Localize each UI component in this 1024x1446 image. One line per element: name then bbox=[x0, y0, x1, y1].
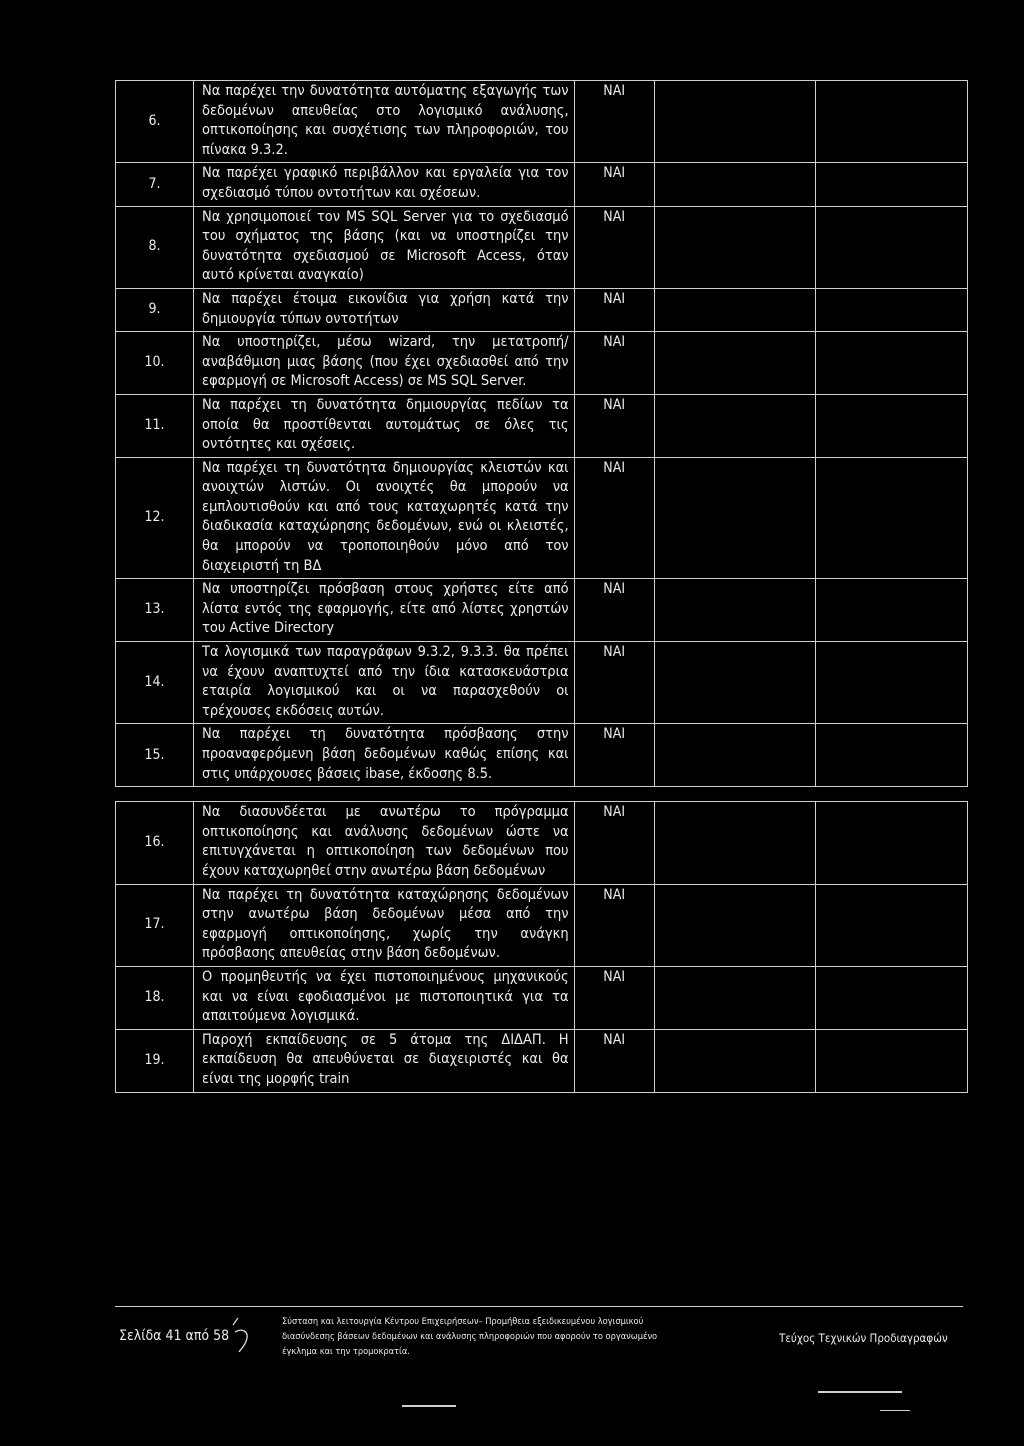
requirement-number: 12. bbox=[116, 457, 194, 579]
notes-cell bbox=[816, 802, 968, 884]
decorative-dash bbox=[818, 1391, 902, 1393]
footer-divider bbox=[115, 1306, 963, 1307]
project-description-line: διασύνδεσης βάσεων δεδομένων και ανάλυσης πληροφοριών που αφορούν το οργανωμένο bbox=[282, 1331, 658, 1342]
requirement-text: Να υποστηρίζει, μέσω wizard, την μετατροπή/αναβάθμιση μιας βάσης (που έχει σχεδιασθεί από την εφαρμογή σε Microsoft Access) σε MS SQL Server. bbox=[194, 332, 575, 395]
compliance-answer: ΝΑΙ bbox=[574, 802, 654, 884]
reference-cell bbox=[654, 1029, 815, 1092]
requirement-text: Να παρέχει την δυνατότητα αυτόματης εξαγωγής των δεδομένων απευθείας στο λογισμικό ανάλυσης, οπτικοποίησης και συσχέτισης των πληροφοριών, του πίνακα 9.3.2. bbox=[194, 81, 575, 163]
requirement-text: Να παρέχει τη δυνατότητα καταχώρησης δεδομένων στην ανωτέρω βάση δεδομένων μέσα από την εφαρμογή οπτικοποίησης, χωρίς την ανάγκη πρόσβασης απευθείας στην βάση δεδομένων. bbox=[194, 884, 575, 966]
compliance-answer: ΝΑΙ bbox=[574, 457, 654, 579]
requirement-row bbox=[116, 332, 968, 395]
notes-cell bbox=[816, 579, 968, 642]
reference-cell bbox=[654, 206, 815, 288]
reference-cell bbox=[654, 642, 815, 724]
requirement-text: Να παρέχει τη δυνατότητα δημιουργίας πεδίων τα οποία θα προστίθενται αυτομάτως σε όλες τις οντότητες και σχέσεις. bbox=[194, 394, 575, 457]
page-number: Σελίδα 41 από 58 bbox=[119, 1328, 230, 1344]
requirement-number: 14. bbox=[116, 642, 194, 724]
requirement-number: 13. bbox=[116, 579, 194, 642]
reference-cell bbox=[654, 332, 815, 395]
requirement-row bbox=[116, 457, 968, 579]
reference-cell bbox=[654, 966, 815, 1029]
reference-cell bbox=[654, 884, 815, 966]
gap-cell bbox=[816, 787, 968, 802]
compliance-answer: ΝΑΙ bbox=[574, 81, 654, 163]
reference-cell bbox=[654, 579, 815, 642]
notes-cell bbox=[816, 394, 968, 457]
requirement-text: Ο προμηθευτής να έχει πιστοποιημένους μηχανικούς και να είναι εφοδιασμένοι με πιστοποιητικά για τα απαιτούμενα λογισμικά. bbox=[194, 966, 575, 1029]
table-gap-row bbox=[116, 787, 968, 802]
compliance-answer: ΝΑΙ bbox=[574, 206, 654, 288]
notes-cell bbox=[816, 966, 968, 1029]
compliance-answer: ΝΑΙ bbox=[574, 724, 654, 787]
decorative-dash bbox=[402, 1405, 456, 1407]
requirement-number: 16. bbox=[116, 802, 194, 884]
notes-cell bbox=[816, 81, 968, 163]
notes-cell bbox=[816, 642, 968, 724]
gap-cell bbox=[654, 787, 815, 802]
compliance-answer: ΝΑΙ bbox=[574, 966, 654, 1029]
requirement-number: 7. bbox=[116, 163, 194, 206]
requirement-number: 10. bbox=[116, 332, 194, 395]
reference-cell bbox=[654, 724, 815, 787]
requirement-row bbox=[116, 81, 968, 163]
reference-cell bbox=[654, 81, 815, 163]
requirement-row bbox=[116, 724, 968, 787]
decorative-dash bbox=[880, 1410, 910, 1411]
notes-cell bbox=[816, 884, 968, 966]
requirement-text: Τα λογισμικά των παραγράφων 9.3.2, 9.3.3. θα πρέπει να έχουν αναπτυχτεί από την ίδια κατασκευάστρια εταιρία λογισμικού και οι να παρασχεθούν οι τρέχουσες εκδόσεις αυτών. bbox=[194, 642, 575, 724]
requirement-number: 6. bbox=[116, 81, 194, 163]
requirements-table-body bbox=[116, 81, 968, 1093]
requirement-number: 8. bbox=[116, 206, 194, 288]
requirement-row bbox=[116, 163, 968, 206]
notes-cell bbox=[816, 457, 968, 579]
requirement-number: 15. bbox=[116, 724, 194, 787]
requirement-number: 17. bbox=[116, 884, 194, 966]
gap-cell bbox=[574, 787, 654, 802]
requirement-number: 11. bbox=[116, 394, 194, 457]
compliance-answer: ΝΑΙ bbox=[574, 163, 654, 206]
notes-cell bbox=[816, 163, 968, 206]
compliance-answer: ΝΑΙ bbox=[574, 884, 654, 966]
requirement-text: Να διασυνδέεται με ανωτέρω το πρόγραμμα οπτικοποίησης και ανάλυσης δεδομένων ώστε να επιτυγχάνεται η οπτικοποίηση των δεδομένων που έχουν καταχωρηθεί στην ανωτέρω βάση δεδομένων bbox=[194, 802, 575, 884]
project-description bbox=[282, 1314, 772, 1359]
requirement-row bbox=[116, 642, 968, 724]
handwritten-page-mark-icon bbox=[228, 1316, 254, 1352]
notes-cell bbox=[816, 724, 968, 787]
reference-cell bbox=[654, 802, 815, 884]
project-description-line: Σύσταση και λειτουργία Κέντρου Επιχειρήσεων– Προμήθεια εξειδικευμένου λογισμικού bbox=[282, 1316, 644, 1327]
requirement-text: Να παρέχει γραφικό περιβάλλον και εργαλεία για τον σχεδιασμό τύπου οντοτήτων και σχέσεων. bbox=[194, 163, 575, 206]
volume-title: Τεύχος Τεχνικών Προδιαγραφών bbox=[779, 1331, 948, 1345]
compliance-answer: ΝΑΙ bbox=[574, 1029, 654, 1092]
compliance-answer: ΝΑΙ bbox=[574, 288, 654, 331]
requirement-row bbox=[116, 206, 968, 288]
notes-cell bbox=[816, 1029, 968, 1092]
requirements-table bbox=[115, 80, 968, 1093]
page-footer bbox=[0, 1314, 1024, 1364]
compliance-answer: ΝΑΙ bbox=[574, 642, 654, 724]
requirement-row bbox=[116, 288, 968, 331]
gap-cell bbox=[194, 787, 575, 802]
reference-cell bbox=[654, 288, 815, 331]
requirement-number: 19. bbox=[116, 1029, 194, 1092]
gap-cell bbox=[116, 787, 194, 802]
reference-cell bbox=[654, 394, 815, 457]
requirement-text: Παροχή εκπαίδευσης σε 5 άτομα της ΔΙΔΑΠ. Η εκπαίδευση θα απευθύνεται σε διαχειριστές και θα είναι της μορφής train bbox=[194, 1029, 575, 1092]
requirement-row bbox=[116, 966, 968, 1029]
requirement-text: Να παρέχει έτοιμα εικονίδια για χρήση κατά την δημιουργία τύπων οντοτήτων bbox=[194, 288, 575, 331]
notes-cell bbox=[816, 206, 968, 288]
requirement-row bbox=[116, 394, 968, 457]
requirement-text: Να υποστηρίζει πρόσβαση στους χρήστες είτε από λίστα εντός της εφαρμογής, είτε από λίστες χρηστών του Active Directory bbox=[194, 579, 575, 642]
compliance-answer: ΝΑΙ bbox=[574, 332, 654, 395]
requirement-row bbox=[116, 1029, 968, 1092]
reference-cell bbox=[654, 163, 815, 206]
notes-cell bbox=[816, 288, 968, 331]
requirement-number: 18. bbox=[116, 966, 194, 1029]
requirement-row bbox=[116, 802, 968, 884]
reference-cell bbox=[654, 457, 815, 579]
requirement-text: Να χρησιμοποιεί τον MS SQL Server για το σχεδιασμό του σχήματος της βάσης (και να υποστηρίζει την δυνατότητα σχεδιασμού σε Microsoft Access, όταν αυτό κρίνεται αναγκαίο) bbox=[194, 206, 575, 288]
compliance-answer: ΝΑΙ bbox=[574, 579, 654, 642]
compliance-answer: ΝΑΙ bbox=[574, 394, 654, 457]
notes-cell bbox=[816, 332, 968, 395]
project-description-line: έγκλημα και την τρομοκρατία. bbox=[282, 1346, 410, 1357]
requirement-text: Να παρέχει τη δυνατότητα δημιουργίας κλειστών και ανοιχτών λιστών. Οι ανοιχτές θα μπορούν να εμπλουτισθούν και από τους καταχωρητές κατά την διαδικασία καταχώρησης δεδομένων, ενώ οι κλειστές, θα μπορούν να τροποποιηθούν μόνο από τον διαχειριστή τη ΒΔ bbox=[194, 457, 575, 579]
requirement-number: 9. bbox=[116, 288, 194, 331]
requirement-row bbox=[116, 579, 968, 642]
requirement-row bbox=[116, 884, 968, 966]
requirement-text: Να παρέχει τη δυνατότητα πρόσβασης στην προαναφερόμενη βάση δεδομένων καθώς επίσης και στις υπάρχουσες βάσεις ibase, έκδοσης 8.5. bbox=[194, 724, 575, 787]
